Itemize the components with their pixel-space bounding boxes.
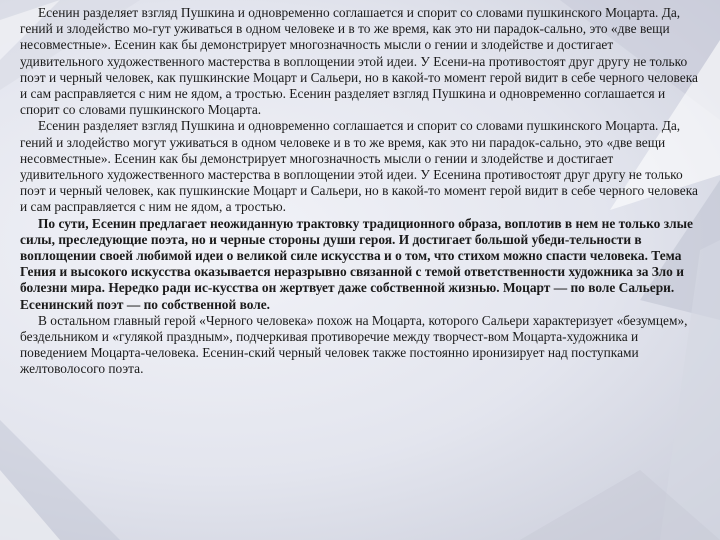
paragraph-2: Есенин разделяет взгляд Пушкина и одновременно соглашается и спорит со словами пушкинского Моцарта. Да, гений и злодейство могут уживаться в одном человеке и в то же время, как это ни парадок-сально, это «две вещи несовместные». Есенин как бы демонстрирует многозначность мысли о гении и злодействе и достигает удивительного художественного мастерства в воплощении этой идеи. У Есенина противостоят друг другу не только поэт и черный человек, как пушкинские Моцарт и Сальери, но в какой-то момент герой видит в себе черного человека и сам расправляется с ним не ядом, а тростью. (20, 118, 698, 215)
paragraph-3: По сути, Есенин предлагает неожиданную трактовку традиционного образа, воплотив в нем не только злые силы, преследующие поэта, но и черные стороны души героя. И достигает большой убеди-тельности в воплощении своей любимой идеи о великой силе искусства и о том, что стихом можно спасти человека. Тема Гения и высокого искусства оказывается неразрывно связанной с темой ответственности художника за Зло и болезни мира. Нередко ради ис-кусства он жертвует даже собственной жизнью. Моцарт — по воле Сальери. Есенинский поэт — по собственной воле. (20, 215, 693, 312)
paragraph-1: Есенин разделяет взгляд Пушкина и одновременно соглашается и спорит со словами пушкинского Моцарта. Да, гений и злодейство мо-гут уживаться в одном человеке и в то же время, как это ни парадок-сально, это «две вещи несовместные». Есенин как бы демонстрирует многозначность мысли о гении и злодействе и достигает удивительного художественного мастерства в воплощении этой идеи. У Есени-на противостоят друг другу не только поэт и черный человек, как пушкинские Моцарт и Сальери, но в какой-то момент герой видит в себе черного человека и сам расправляется с ним не ядом, а тростью. Есенин разделяет взгляд Пушкина и одновременно соглашается и спорит со словами пушкинского Моцарта. (20, 5, 698, 118)
paragraph-4: В остальном главный герой «Черного человека» похож на Моцарта, которого Сальери характеризует «безумцем», бездельником и «гулякой праздным», подчеркивая противоречие между творчест-вом Моцарта-художника и поведением Моцарта-человека. Есенин-ский черный человек также постоянно иронизирует над поступками желтоволосого поэта. (20, 312, 688, 377)
text-block (20, 5, 700, 378)
